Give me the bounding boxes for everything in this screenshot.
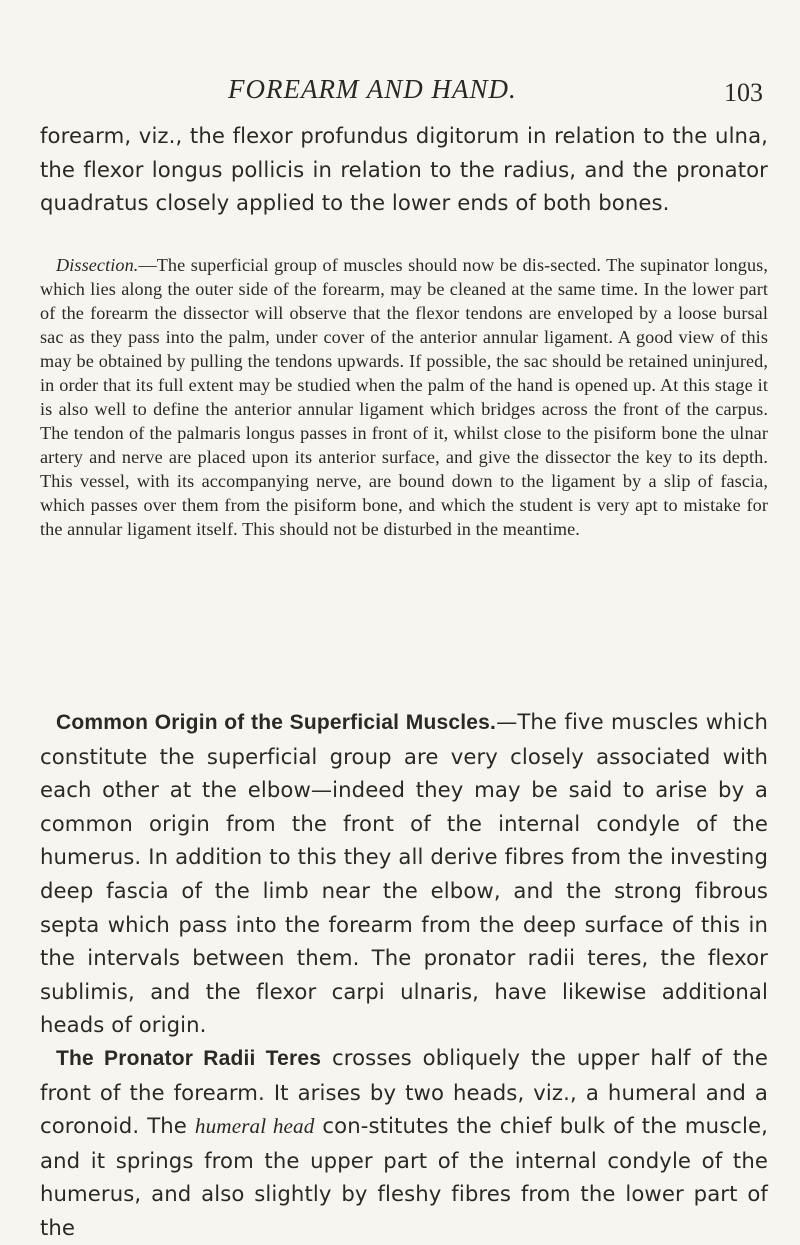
running-title: FOREARM AND HAND.	[228, 74, 517, 104]
paragraph-pronator-radii-teres	[40, 1041, 768, 1245]
running-head	[0, 74, 800, 114]
paragraph-text: crosses obliquely the upper half of the front of the forearm. It arises by two heads, viz., a humeral and a coronoid. The	[40, 1045, 768, 1139]
paragraph-text: con-stitutes the chief bulk of the muscle, and it springs from the upper part of the internal condyle of the humerus, and also slightly by fleshy fibres from the lower part of the	[40, 1113, 768, 1240]
paragraph-dissection	[40, 253, 768, 541]
paragraph-text: forearm, viz., the flexor profundus digitorum in relation to the ulna, the flexor longus pollicis in relation to the radius, and the pronator quadratus closely applied to the lower ends of both bones.	[40, 123, 768, 216]
paragraph-text: —The five muscles which constitute the superficial group are very closely associated with each other at the elbow—indeed they may be said to arise by a common origin from the front of the internal condyle of the humerus. In addition to this they all derive fibres from the investing deep fascia of the limb near the elbow, and the strong fibrous septa which pass into the forearm from the deep surface of this in the intervals between them. The pronator radii teres, the flexor sublimis, and the flexor carpi ulnaris, have likewise additional heads of origin.	[40, 709, 768, 1038]
section-heading: The Pronator Radii Teres	[56, 1047, 322, 1070]
section-heading: Common Origin of the Superficial Muscles.	[56, 711, 497, 734]
italic-term: humeral head	[194, 1114, 315, 1139]
paragraph-common-origin	[40, 705, 768, 1042]
page-number: 103	[724, 78, 763, 107]
dissection-lead: Dissection.	[56, 255, 139, 275]
paragraph-text: —The superficial group of muscles should now be dis-sected. The supinator longus, which lies along the outer side of the forearm, may be cleaned at the same time. In the lower part of the forearm the dissector will observe that the flexor tendons are enveloped by a loose bursal sac as they pass into the palm, under cover of the anterior annular ligament. A good view of this may be obtained by pulling the tendons upwards. If possible, the sac should be retained uninjured, in order that its full extent may be studied when the palm of the hand is opened up. At this stage it is also well to define the anterior annular ligament which bridges across the front of the carpus. The tendon of the palmaris longus passes in front of it, whilst close to the pisiform bone the ulnar artery and nerve are placed upon its anterior surface, and give the dissector the key to its depth. This vessel, with its accompanying nerve, are bound down to the ligament by a slip of fascia, which passes over them from the pisiform bone, and which the student is very apt to mistake for the annular ligament itself. This should not be disturbed in the meantime.	[40, 255, 768, 539]
paragraph-continuation	[40, 119, 768, 220]
